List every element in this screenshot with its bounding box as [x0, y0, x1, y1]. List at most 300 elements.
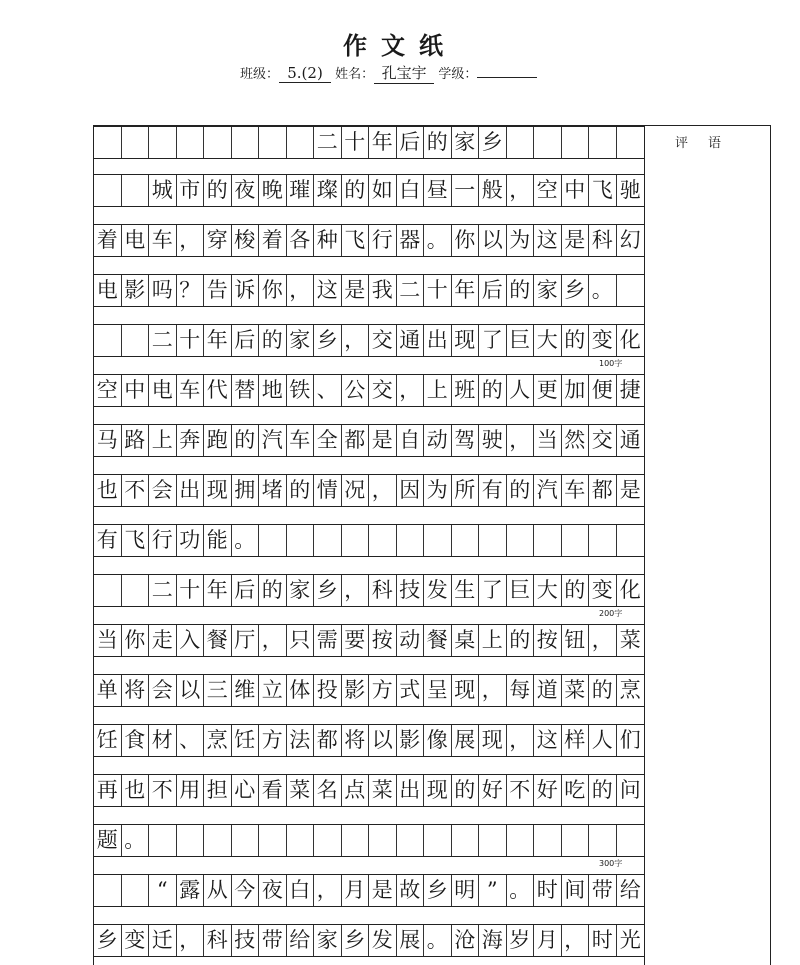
grid-cell [562, 127, 590, 158]
grid-cell: 每 [507, 675, 535, 706]
grid-cell: 变 [589, 325, 617, 356]
class-field: 5.(2) [279, 64, 331, 83]
grid-cell: 月 [342, 875, 370, 906]
grid-cell: 发 [369, 925, 397, 956]
grid-cell: 这 [314, 275, 342, 306]
grid-cell: 路 [122, 425, 150, 456]
grid-cell: 为 [507, 225, 535, 256]
grid-cell: 担 [204, 775, 232, 806]
grid-cell: 着 [94, 225, 122, 256]
count-marker-300: 300字 [599, 859, 623, 868]
grid-row [94, 474, 644, 507]
grid-cell [617, 825, 645, 856]
grid-cell: 。 [424, 225, 452, 256]
grid-cell: 、 [177, 725, 205, 756]
grid-cell [617, 525, 645, 556]
grid-cell: 年 [452, 275, 480, 306]
grid-cell [507, 127, 535, 158]
grid-cell: 餐 [424, 625, 452, 656]
grid-cell: 饪 [232, 725, 260, 756]
grid-row [94, 824, 644, 857]
grid-cell: 穿 [204, 225, 232, 256]
grid-row [94, 424, 644, 457]
grid-cell: 是 [619, 478, 641, 502]
grid-cell: 呈 [424, 675, 452, 706]
grid-cell: 的 [287, 475, 315, 506]
grid-cell: 方 [259, 725, 287, 756]
grid-cell: 梭 [232, 225, 260, 256]
grid-cell: 心 [232, 775, 260, 806]
grid-row [94, 524, 644, 557]
grid-cell: 汽 [534, 475, 562, 506]
grid-cell: 是 [562, 225, 590, 256]
grid-cell: 出 [397, 775, 425, 806]
grid-cell: 通 [397, 325, 425, 356]
grid-cell: ？ [177, 275, 205, 306]
grid-cell: 地 [259, 375, 287, 406]
grid-cell: 了 [479, 325, 507, 356]
grid-cell: 菜 [369, 775, 397, 806]
grid-cell: “ [149, 875, 177, 906]
grid-cell: ， [314, 875, 342, 906]
grid-cell: 种 [314, 225, 342, 256]
grid-cell: 是 [342, 275, 370, 306]
grid-cell [452, 825, 480, 856]
grid-cell: 为 [424, 475, 452, 506]
grid-cell: 看 [259, 775, 287, 806]
name-field: 孔宝宇 [374, 62, 434, 84]
grid-cell: 乡 [314, 325, 342, 356]
grid-cell: 的 [507, 625, 535, 656]
grid-cell: 你 [122, 625, 150, 656]
grid-cell: 加 [562, 375, 590, 406]
grid-cell: 驰 [619, 178, 641, 202]
grid-cell [452, 525, 480, 556]
grid-cell: 后 [232, 575, 260, 606]
grid-cell: 不 [122, 475, 150, 506]
grid-cell: 吃 [562, 775, 590, 806]
grid-cell: 故 [397, 875, 425, 906]
grid-row [94, 574, 644, 607]
grid-cell: 法 [287, 725, 315, 756]
grid-cell: 烹 [204, 725, 232, 756]
grid-cell: 诉 [232, 275, 260, 306]
grid-cell: ， [342, 325, 370, 356]
grid-cell: 科 [589, 225, 617, 256]
grid-cell [534, 825, 562, 856]
grid-cell: 不 [507, 775, 535, 806]
grid-cell: 璀 [287, 175, 315, 206]
grid-cell: 年 [204, 575, 232, 606]
grid-cell: 从 [204, 875, 232, 906]
grid-cell: 现 [424, 775, 452, 806]
grid-cell: 的 [204, 175, 232, 206]
grid-cell: 铁 [287, 375, 315, 406]
grid-cell: 会 [149, 675, 177, 706]
grid-cell: 是 [369, 875, 397, 906]
grid-cell: 明 [452, 875, 480, 906]
grid-cell: 的 [589, 675, 617, 706]
grid-cell: 昼 [424, 175, 452, 206]
grid-cell: 入 [177, 625, 205, 656]
grid-cell: 将 [342, 725, 370, 756]
grid-cell: 交 [589, 425, 617, 456]
grid-cell: 要 [342, 625, 370, 656]
grid-cell: 时 [589, 925, 617, 956]
grid-cell: 二 [149, 325, 177, 356]
grid-cell: 变 [589, 575, 617, 606]
grid-cell: 家 [314, 925, 342, 956]
grid-cell: 马 [94, 425, 122, 456]
grid-cell: 幻 [619, 228, 641, 252]
grid-cell: 光 [619, 928, 641, 952]
grid-cell: 道 [534, 675, 562, 706]
grid-cell: 你 [259, 275, 287, 306]
grid-cell [94, 175, 122, 206]
grid-cell: 的 [507, 475, 535, 506]
grid-cell: 告 [204, 275, 232, 306]
grid-cell: 的 [589, 775, 617, 806]
grid-cell [94, 875, 122, 906]
grid-cell: 生 [452, 575, 480, 606]
grid-cell: 好 [479, 775, 507, 806]
grid-cell: 钮 [562, 625, 590, 656]
grid-cell: 这 [534, 225, 562, 256]
grid-cell: 家 [452, 127, 480, 158]
grid-cell: 捷 [619, 378, 641, 402]
grid-cell: 影 [397, 725, 425, 756]
grid-cell: 飞 [342, 225, 370, 256]
grid-cell: 沧 [452, 925, 480, 956]
grid-cell: 的 [479, 375, 507, 406]
grid-cell: 着 [259, 225, 287, 256]
grid-cell: ， [177, 225, 205, 256]
grid-row [94, 274, 644, 307]
grid-cell [122, 875, 150, 906]
grid-cell: 走 [149, 625, 177, 656]
grid-cell: 人 [589, 725, 617, 756]
grid-cell: 餐 [204, 625, 232, 656]
grid-cell: 按 [534, 625, 562, 656]
grid-cell: 的 [259, 325, 287, 356]
grid-row [94, 874, 644, 907]
grid-cell: 会 [149, 475, 177, 506]
grid-cell: 题 [94, 825, 122, 856]
grid-cell [122, 127, 150, 158]
grid-cell: 再 [94, 775, 122, 806]
grid-cell: 间 [562, 875, 590, 906]
grid-cell [342, 825, 370, 856]
grid-cell: 带 [259, 925, 287, 956]
grid-cell: 科 [204, 925, 232, 956]
grid-cell: 有 [479, 475, 507, 506]
grid-cell: 后 [397, 127, 425, 158]
grid-cell [259, 127, 287, 158]
grid-cell: 化 [619, 578, 641, 602]
grid-cell [122, 325, 150, 356]
comment-column [644, 126, 771, 965]
grid-cell: ” [479, 875, 507, 906]
grid-cell: 、 [314, 375, 342, 406]
grid-cell: 了 [479, 575, 507, 606]
grid-cell: 是 [369, 425, 397, 456]
grid-cell: 也 [94, 475, 122, 506]
composition-sheet [93, 125, 771, 965]
grid-cell: 方 [369, 675, 397, 706]
grid-cell: 拥 [232, 475, 260, 506]
grid-cell: 全 [314, 425, 342, 456]
grid-cell [314, 825, 342, 856]
grid-row [94, 924, 644, 957]
grid-cell: 技 [232, 925, 260, 956]
grid-cell: 因 [397, 475, 425, 506]
grid-cell: 十 [342, 127, 370, 158]
grid-cell: ， [369, 475, 397, 506]
grid-cell: 。 [424, 925, 452, 956]
grid-cell [562, 525, 590, 556]
grid-cell: 以 [369, 725, 397, 756]
grid-cell: 后 [232, 325, 260, 356]
grid-cell: 以 [177, 675, 205, 706]
grid-cell: 当 [534, 425, 562, 456]
grid-cell: 晚 [259, 175, 287, 206]
grid-cell: 如 [369, 175, 397, 206]
grid-cell: 电 [122, 225, 150, 256]
grid-cell: 化 [619, 328, 641, 352]
grid-cell: 动 [424, 425, 452, 456]
grid-cell: 况 [342, 475, 370, 506]
grid-cell: ， [342, 575, 370, 606]
grid-cell: 更 [534, 375, 562, 406]
grid-cell: 影 [342, 675, 370, 706]
grid-cell: 菜 [619, 628, 641, 652]
grid-cell: 后 [479, 275, 507, 306]
grid-cell: 现 [204, 475, 232, 506]
grid-cell: 车 [287, 425, 315, 456]
grid-cell: 乡 [314, 575, 342, 606]
grid-cell: 的 [562, 575, 590, 606]
grid-cell: 也 [122, 775, 150, 806]
grid-cell [94, 325, 122, 356]
grid-cell: 食 [122, 725, 150, 756]
grid-cell: 现 [452, 325, 480, 356]
grid-cell [589, 127, 617, 158]
grid-cell: 桌 [452, 625, 480, 656]
grid-cell: 的 [507, 275, 535, 306]
grid-cell: 菜 [287, 775, 315, 806]
grid-cell [287, 825, 315, 856]
grid-cell: 出 [177, 475, 205, 506]
grid-cell: 空 [94, 375, 122, 406]
grid-cell [562, 825, 590, 856]
grid-cell: 中 [122, 375, 150, 406]
grid-cell: 跑 [204, 425, 232, 456]
grid-cell [342, 525, 370, 556]
grid-cell: 维 [232, 675, 260, 706]
grid-cell: 代 [204, 375, 232, 406]
grid-cell: 现 [479, 725, 507, 756]
grid-cell [204, 825, 232, 856]
student-id-label: 学级： [438, 67, 478, 82]
grid-cell [507, 525, 535, 556]
grid-cell: 大 [534, 325, 562, 356]
grid-cell: 的 [342, 175, 370, 206]
student-id-field [477, 77, 537, 78]
grid-cell [204, 127, 232, 158]
grid-cell [589, 525, 617, 556]
grid-cell: 三 [204, 675, 232, 706]
grid-cell: 你 [452, 225, 480, 256]
grid-cell: 一 [452, 175, 480, 206]
grid-cell [94, 575, 122, 606]
grid-cell: 吗 [149, 275, 177, 306]
grid-cell [232, 825, 260, 856]
grid-cell [534, 127, 562, 158]
grid-cell: 将 [122, 675, 150, 706]
grid-cell: 飞 [589, 175, 617, 206]
grid-cell: 都 [314, 725, 342, 756]
grid-cell: 白 [287, 875, 315, 906]
grid-cell: 的 [562, 325, 590, 356]
grid-cell: 好 [534, 775, 562, 806]
grid-cell [369, 525, 397, 556]
grid-row [94, 624, 644, 657]
count-marker-200: 200字 [599, 609, 623, 618]
grid-cell: 电 [149, 375, 177, 406]
grid-cell: 单 [94, 675, 122, 706]
grid-cell: 然 [562, 425, 590, 456]
grid-cell: 情 [314, 475, 342, 506]
grid-cell: 奔 [177, 425, 205, 456]
grid-cell: 璨 [314, 175, 342, 206]
grid-cell: 行 [369, 225, 397, 256]
grid-cell [177, 127, 205, 158]
grid-cell [149, 127, 177, 158]
grid-cell: 夜 [232, 175, 260, 206]
grid-cell: 的 [452, 775, 480, 806]
grid-cell: ， [479, 675, 507, 706]
grid-cell [479, 825, 507, 856]
grid-cell: 家 [287, 575, 315, 606]
grid-cell: 材 [149, 725, 177, 756]
grid-cell: 动 [397, 625, 425, 656]
grid-cell: 用 [177, 775, 205, 806]
grid-cell: 今 [232, 875, 260, 906]
grid-cell: ， [287, 275, 315, 306]
grid-cell: ， [397, 375, 425, 406]
grid-cell: ， [589, 625, 617, 656]
grid-cell: 十 [177, 325, 205, 356]
grid-cell: ， [562, 925, 590, 956]
grid-cell: 迁 [149, 925, 177, 956]
grid-cell: 像 [424, 725, 452, 756]
grid-cell [617, 127, 645, 158]
grid-cell [617, 275, 645, 306]
grid-cell: 交 [369, 325, 397, 356]
grid-cell: 车 [562, 475, 590, 506]
grid-cell: 上 [424, 375, 452, 406]
grid-cell: 班 [452, 375, 480, 406]
grid-cell: 式 [397, 675, 425, 706]
grid-cell: 交 [369, 375, 397, 406]
grid-cell: 中 [562, 175, 590, 206]
grid-cell: 十 [177, 575, 205, 606]
grid-cell: 饪 [94, 725, 122, 756]
grid-cell: 。 [507, 875, 535, 906]
student-info [240, 62, 537, 84]
grid-cell: 二 [397, 275, 425, 306]
comment-title: 评语 [674, 136, 741, 151]
grid-cell: 样 [562, 725, 590, 756]
grid-cell: 。 [589, 275, 617, 306]
grid-cell: 城 [149, 175, 177, 206]
grid-cell: 二 [314, 127, 342, 158]
grid-cell: 给 [619, 878, 641, 902]
grid-cell [424, 525, 452, 556]
grid-cell: 通 [619, 428, 641, 452]
grid-cell: 立 [259, 675, 287, 706]
grid-cell: 人 [507, 375, 535, 406]
grid-cell [259, 825, 287, 856]
grid-cell: 以 [479, 225, 507, 256]
grid-cell: 问 [619, 778, 641, 802]
grid-cell: 乡 [562, 275, 590, 306]
grid-cell: 巨 [507, 325, 535, 356]
grid-cell: 当 [94, 625, 122, 656]
grid-cell: 便 [589, 375, 617, 406]
grid-cell: 十 [424, 275, 452, 306]
grid-cell: ， [507, 425, 535, 456]
grid-cell [314, 525, 342, 556]
grid-cell [287, 525, 315, 556]
grid-cell [122, 175, 150, 206]
grid-row [94, 774, 644, 807]
grid-cell: 市 [177, 175, 205, 206]
grid-cell: 年 [369, 127, 397, 158]
grid-row [94, 174, 644, 207]
grid-cell: ， [507, 175, 535, 206]
grid-cell: 夜 [259, 875, 287, 906]
grid-cell [177, 825, 205, 856]
grid-cell: 能 [204, 525, 232, 556]
grid-cell [534, 525, 562, 556]
grid-cell: 露 [177, 875, 205, 906]
grid-cell: 都 [342, 425, 370, 456]
grid-row [94, 324, 644, 357]
grid-cell [94, 127, 122, 158]
grid-row [94, 674, 644, 707]
grid-cell: 器 [397, 225, 425, 256]
grid-cell: 上 [479, 625, 507, 656]
grid-cell: 公 [342, 375, 370, 406]
grid-cell: 年 [204, 325, 232, 356]
grid-cell: 。 [232, 525, 260, 556]
grid-cell [149, 825, 177, 856]
grid-cell: 给 [287, 925, 315, 956]
grid-cell: 飞 [122, 525, 150, 556]
grid-cell [232, 127, 260, 158]
grid-cell: 的 [424, 127, 452, 158]
grid-cell: 功 [177, 525, 205, 556]
grid-cell: 都 [589, 475, 617, 506]
grid-cell: 烹 [619, 678, 641, 702]
grid-cell: 上 [149, 425, 177, 456]
grid-cell: 家 [534, 275, 562, 306]
grid-cell: 只 [287, 625, 315, 656]
grid-cell: 车 [177, 375, 205, 406]
grid-cell [122, 575, 150, 606]
grid-cell: 二 [149, 575, 177, 606]
